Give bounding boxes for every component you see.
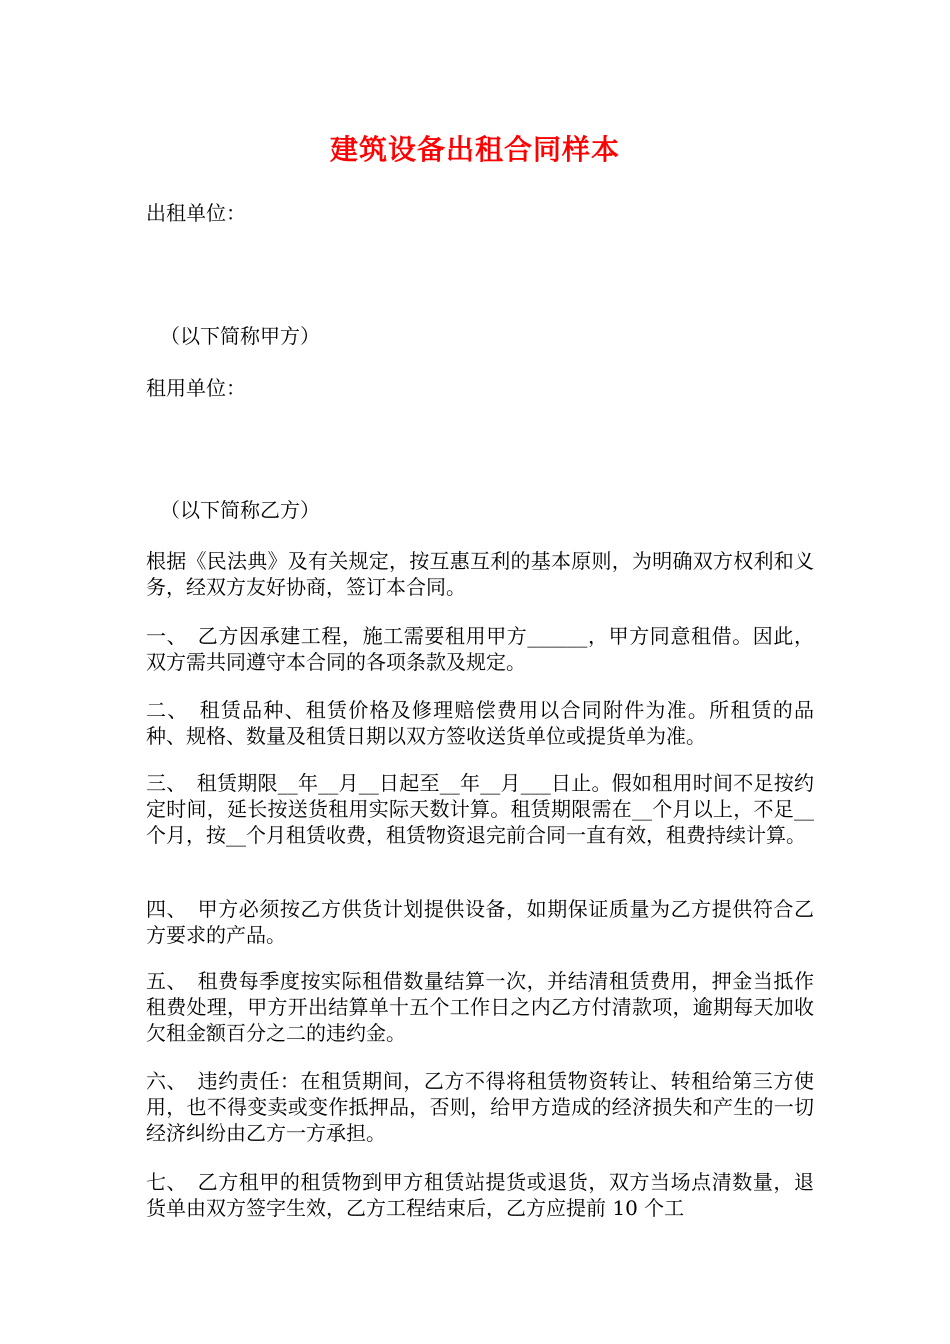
lessee-alias: （以下简称乙方） [160, 498, 320, 522]
clause-5: 五、 租费每季度按实际租借数量结算一次，并结清租赁费用，押金当抵作租费处理，甲方开出结算单十五个工作日之内乙方付清款项，逾期每天加收欠租金额百分之二的违约金。 [146, 969, 814, 1045]
clause-1: 一、 乙方因承建工程，施工需要租用甲方______，甲方同意租借。因此，双方需共同遵守本合同的各项条款及规定。 [146, 624, 814, 674]
lessor-label: 出租单位： [146, 201, 246, 225]
document-title: 建筑设备出租合同样本 [329, 133, 620, 166]
clause-2: 二、 租赁品种、租赁价格及修理赔偿费用以合同附件为准。所租赁的品种、规格、数量及租赁日期以双方签收送货单位或提货单为准。 [146, 698, 814, 748]
preamble-paragraph: 根据《民法典》及有关规定，按互惠互利的基本原则，为明确双方权利和义务，经双方友好协商，签订本合同。 [146, 549, 814, 599]
clause-3: 三、 租赁期限__年__月__日起至__年__月___日止。假如租用时间不足按约定时间，延长按送货租用实际天数计算。租赁期限需在__个月以上，不足__个月，按__个月租赁收费，租赁物资退完前合同一直有效，租费持续计算。 [146, 771, 814, 847]
lessor-alias: （以下简称甲方） [160, 324, 320, 348]
lessee-label: 租用单位： [146, 376, 246, 400]
clause-6: 六、 违约责任：在租赁期间，乙方不得将租赁物资转让、转租给第三方使用，也不得变卖或变作抵押品，否则，给甲方造成的经济损失和产生的一切经济纠纷由乙方一方承担。 [146, 1069, 814, 1145]
clause-4: 四、 甲方必须按乙方供货计划提供设备，如期保证质量为乙方提供符合乙方要求的产品。 [146, 897, 814, 947]
clause-7: 七、 乙方租甲的租赁物到甲方租赁站提货或退货，双方当场点清数量，退货单由双方签字生效，乙方工程结束后，乙方应提前 10 个工 [146, 1170, 814, 1220]
